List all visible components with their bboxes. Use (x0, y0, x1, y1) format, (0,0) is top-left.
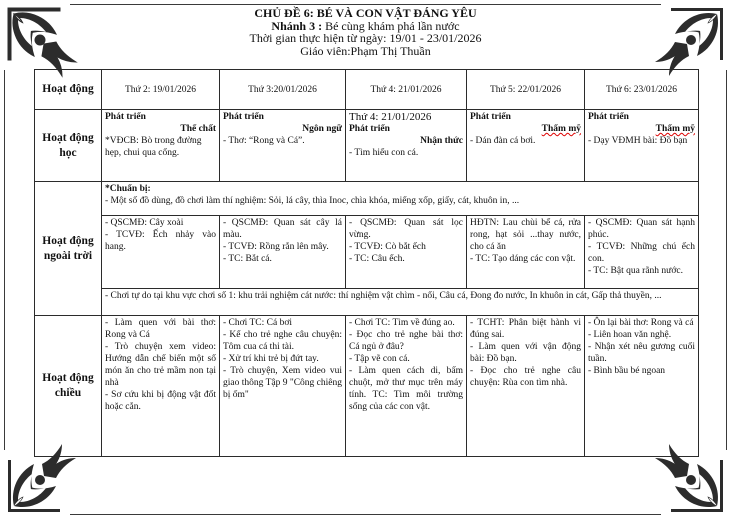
day-header-fri: Thứ 6: 23/01/2026 (585, 70, 699, 110)
prep-text: - Một số đồ dùng, đồ chơi làm thí nghiệm: Sỏi, lá cây, thìa Inoc, chìa khóa, miếng xốp, giấy, cát, khuôn in, ... (105, 196, 520, 206)
study-cell-tue (220, 110, 346, 182)
day-header-tue: Thứ 3:20/01/2026 (220, 70, 346, 110)
area-label: Nhận thức (420, 136, 463, 146)
row-header-study: Hoạt động học (35, 110, 102, 182)
weekly-plan-table (34, 69, 699, 457)
area-label: Thẩm mỹ (541, 124, 581, 134)
period-line: Thời gian thực hiện từ ngày: 19/01 - 23/01/2026 (249, 31, 482, 45)
area-label: Thẩm mỹ (655, 124, 695, 134)
area-label: Thể chất (180, 124, 216, 134)
cell-content: - Dạy VĐMH bài: Đồ bạn (588, 136, 688, 146)
day-repeat-label: Thứ 4: 21/01/2026 (349, 111, 432, 123)
day-header-thu: Thứ 5: 22/01/2026 (467, 70, 585, 110)
afternoon-cell-tue: - Chơi TC: Cá bơi - Kể cho trẻ nghe câu chuyện: Tôm cua cá thi tài. - Xử trí khi trẻ bị đứt tay. - Trò chuyện, Xem video vui giao thông Tập 9 "Công chiêng bị ốm" (220, 316, 346, 457)
study-cell-thu (467, 110, 585, 182)
day-header-wed: Thứ 4: 21/01/2026 (346, 70, 467, 110)
prep-title: *Chuẩn bị: (105, 184, 151, 194)
area-label: Ngôn ngữ (302, 124, 342, 134)
afternoon-cell-fri: - Ôn lại bài thơ: Rong và cá - Liên hoan văn nghệ. - Nhận xét nêu gương cuối tuần. - Bình bầu bé ngoan (585, 316, 699, 457)
free-play-cell: - Chơi tự do tại khu vực chơi số 1: khu trải nghiệm cát nước: thí nghiệm vật chìm - nổi, Câu cá, Đong đo nước, In khuôn in cát, Gấp thả thuyền, ... (102, 289, 699, 316)
afternoon-cell-thu: - TCHT: Phân biệt hành vi đúng sai. - Làm quen với vận động bài: Đồ bạn. - Đọc cho trẻ nghe câu chuyện: Rùa con tìm nhà. (467, 316, 585, 457)
day-header-mon: Thứ 2: 19/01/2026 (102, 70, 220, 110)
outdoor-prep-cell (102, 182, 699, 216)
branch-text: Bé cùng khám phá lần nước (325, 18, 460, 33)
outdoor-cell-tue: - QSCMĐ: Quan sát cây lá màu. - TCVĐ: Rồng rắn lên mây. - TC: Bắt cá. (220, 216, 346, 289)
dev-label: Phát triển (470, 112, 511, 122)
table-row-outdoor (35, 216, 699, 289)
table-row-free-play (35, 289, 699, 316)
row-header-afternoon: Hoạt động chiều (35, 316, 102, 457)
dev-label: Phát triển (105, 112, 146, 122)
table-row-outdoor-prep (35, 182, 699, 216)
corner-header: Hoạt động (35, 70, 102, 110)
table-row-study (35, 110, 699, 182)
frame-right-line (726, 70, 727, 450)
document-header (0, 7, 731, 57)
outdoor-cell-fri: - QSCMĐ: Quan sát hạnh phúc. - TCVĐ: Những chú ếch con. - TC: Bật qua rãnh nước. (585, 216, 699, 289)
outdoor-cell-wed: - QSCMĐ: Quan sát lọc vừng. - TCVĐ: Cò bắt ếch - TC: Câu ếch. (346, 216, 467, 289)
cell-content: - Tìm hiểu con cá. (349, 148, 419, 158)
dev-label: Phát triển (223, 112, 264, 122)
cell-content: - Dán đàn cá bơi. (470, 136, 536, 146)
outdoor-cell-mon: - QSCMĐ: Cây xoài - TCVĐ: Ếch nhảy vào hang. (102, 216, 220, 289)
cell-content: *VĐCB: Bò trong đường hẹp, chui qua cổng. (105, 136, 202, 158)
theme-title: CHỦ ĐỀ 6: BÉ VÀ CON VẬT ĐÁNG YÊU (254, 6, 477, 20)
table-row-afternoon (35, 316, 699, 457)
dev-label: Phát triển (588, 112, 629, 122)
table-header-row (35, 70, 699, 110)
teacher-line: Giáo viên:Phạm Thị Thuần (300, 43, 431, 58)
study-cell-fri (585, 110, 699, 182)
frame-bottom-line (70, 514, 661, 515)
cell-content: - Thơ: “Rong và Cá”. (223, 136, 305, 146)
study-cell-mon (102, 110, 220, 182)
row-header-outdoor: Hoạt động ngoài trời (35, 182, 102, 316)
afternoon-cell-mon: - Làm quen với bài thơ: Rong và Cá - Trò chuyện xem video: Hướng dẫn chế biến một số món ăn cho trẻ mầm non tại nhà - Sơ cứu khi bị động vật đốt hoặc cắn. (102, 316, 220, 457)
outdoor-cell-thu: HĐTN: Lau chùi bể cá, rửa rong, hạt sỏi ...thay nước, cho cá ăn - TC: Tạo dáng các con vật. (467, 216, 585, 289)
branch-label: Nhánh 3 : (271, 18, 323, 33)
afternoon-cell-wed: - Chơi TC: Tìm về đúng ao. - Đọc cho trẻ nghe bài thơ: Cá ngủ ở đâu? - Tập vẽ con cá. - Làm quen cách di, bấm chuột, mở thư mục trên máy tính. TC: Tìm môi trường sống của các con vật. (346, 316, 467, 457)
study-cell-wed (346, 110, 467, 182)
frame-top-line (70, 4, 661, 5)
dev-label: Phát triển (349, 124, 390, 134)
frame-left-line (4, 70, 5, 450)
